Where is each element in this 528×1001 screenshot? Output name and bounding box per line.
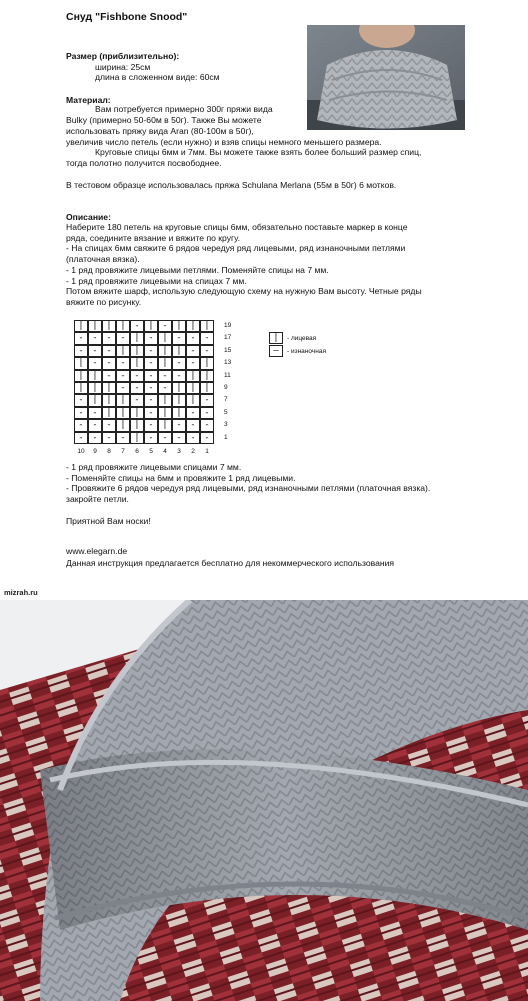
chart-cell: - — [158, 370, 172, 382]
chart-cell: | — [130, 345, 144, 357]
chart-cell: - — [88, 332, 102, 344]
chart-cell: - — [130, 394, 144, 406]
chart-cell: - — [172, 357, 186, 369]
chart-cell: - — [130, 320, 144, 332]
chart-row-label: 9 — [224, 384, 228, 391]
chart-cell: - — [186, 345, 200, 357]
description-line: - На спицах 6мм свяжите 6 рядов чередуя ряд лицевыми, ряд изнаночными петлями — [66, 243, 406, 253]
chart-cell: - — [186, 357, 200, 369]
legend-purl-label: - изнаночная — [287, 348, 326, 355]
chart-cell: | — [130, 407, 144, 419]
chart-row-label: 3 — [224, 421, 228, 429]
chart-cell: | — [88, 382, 102, 394]
chart-cell: | — [116, 407, 130, 419]
chart-cell: - — [102, 419, 116, 431]
chart-cell: | — [116, 419, 130, 431]
chart-cell: | — [144, 320, 158, 332]
chart-cell: - — [186, 407, 200, 419]
chart-cell: | — [102, 394, 116, 406]
chart-col-label: 6 — [135, 448, 139, 455]
chart-cell: | — [158, 407, 172, 419]
watermark: mizrah.ru — [4, 588, 38, 597]
chart-cell: | — [102, 382, 116, 394]
chart-cell: | — [116, 345, 130, 357]
chart-col-label: 9 — [93, 448, 97, 455]
chart-row-label: 5 — [224, 408, 228, 416]
chart-cell: | — [158, 345, 172, 357]
chart-cell: | — [186, 370, 200, 382]
description-line: Наберите 180 петель на круговые спицы 6мм, обязательно поставьте маркер в конце — [66, 222, 408, 232]
chart-cell: | — [88, 370, 102, 382]
chart-cell: - — [144, 370, 158, 382]
chart-cell: - — [102, 345, 116, 357]
chart-cell: | — [158, 394, 172, 406]
chart-cell: - — [172, 419, 186, 431]
chart-col-label: 3 — [177, 448, 181, 455]
chart-cell: | — [186, 320, 200, 332]
chart-cell: - — [158, 320, 172, 332]
chart-cell: | — [130, 432, 144, 444]
legend-purl-symbol: — — [269, 345, 283, 357]
description-line: - 1 ряд провяжите лицевыми петлями. Поменяйте спицы на 7 мм. — [66, 265, 329, 275]
finishing-line: - 1 ряд провяжите лицевыми спицами 7 мм. — [66, 462, 242, 472]
chart-cell: - — [144, 432, 158, 444]
chart-cell: - — [144, 332, 158, 344]
chart-cell: - — [200, 407, 214, 419]
chart-col-label: 4 — [163, 448, 167, 455]
scarf-photo-illustration — [0, 600, 528, 1001]
scarf-photo — [0, 600, 528, 1001]
chart-col-label: 2 — [191, 448, 195, 455]
chart-cell: | — [102, 320, 116, 332]
chart-row-label: 11 — [224, 371, 231, 379]
material-line: Вам потребуется примерно 300г пряжи вида — [95, 104, 273, 114]
chart-cell: - — [130, 370, 144, 382]
chart-cell: - — [200, 432, 214, 444]
chart-cell: | — [158, 357, 172, 369]
material-line: использовать пряжу вида Aran (80-100м в 50г), — [66, 126, 254, 136]
chart-cell: | — [200, 320, 214, 332]
chart-cell: | — [172, 394, 186, 406]
chart-cell: - — [144, 407, 158, 419]
chart-cell: - — [74, 394, 88, 406]
model-photo — [307, 25, 465, 130]
legend-knit-label: - лицевая — [287, 335, 317, 342]
chart-cell: | — [172, 345, 186, 357]
chart-cell: | — [74, 370, 88, 382]
chart-row-label: 7 — [224, 396, 228, 404]
license-note: Данная инструкция предлагается бесплатно для некоммерческого использования — [66, 558, 395, 568]
chart-cell: - — [144, 394, 158, 406]
chart-row-label: 1 — [224, 433, 228, 441]
chart-cell: - — [88, 357, 102, 369]
chart-cell: | — [172, 407, 186, 419]
chart-cell: - — [144, 382, 158, 394]
description-line: вяжите по рисунку. — [66, 297, 142, 307]
chart-cell: | — [200, 370, 214, 382]
document-title: Снуд "Fishbone Snood" — [66, 11, 188, 23]
finishing-line: закройте петли. — [66, 494, 129, 504]
chart-cell: - — [116, 332, 130, 344]
chart-cell: - — [88, 407, 102, 419]
description-heading: Описание: — [66, 212, 111, 222]
material-line: увеличив число петель (если нужно) и взяв спицы немного меньшего размера. — [66, 137, 382, 147]
chart-cell: - — [172, 432, 186, 444]
chart-cell: | — [130, 332, 144, 344]
chart-cell: | — [116, 320, 130, 332]
chart-cell: - — [74, 345, 88, 357]
chart-cell: - — [200, 394, 214, 406]
chart-col-label: 1 — [205, 448, 209, 455]
sample-yarn-line: В тестовом образце использовалась пряжа Schulana Merlana (55м в 50г) 6 мотков. — [66, 180, 397, 190]
chart-cell: | — [172, 320, 186, 332]
chart-cell: | — [158, 332, 172, 344]
chart-cell: - — [102, 357, 116, 369]
chart-cell: | — [74, 320, 88, 332]
description-line: - 1 ряд провяжите лицевыми на спицах 7 мм. — [66, 276, 247, 286]
chart-cell: - — [200, 332, 214, 344]
chart-cell: - — [116, 432, 130, 444]
chart-cell: - — [88, 432, 102, 444]
chart-cell: - — [88, 345, 102, 357]
chart-cell: - — [116, 357, 130, 369]
chart-cell: | — [74, 357, 88, 369]
chart-col-label: 8 — [107, 448, 111, 455]
chart-col-label: 7 — [121, 448, 125, 455]
chart-cell: | — [88, 394, 102, 406]
size-length: длина в сложенном виде: 60см — [95, 72, 220, 82]
size-width: ширина: 25см — [95, 62, 151, 72]
chart-cell: - — [144, 357, 158, 369]
chart-cell: - — [186, 432, 200, 444]
material-line: Круговые спицы 6мм и 7мм. Вы можете также взять более больший размер спиц, — [95, 147, 422, 157]
chart-cell: - — [172, 332, 186, 344]
chart-cell: - — [144, 345, 158, 357]
chart-cell: | — [158, 419, 172, 431]
chart-col-label: 5 — [149, 448, 153, 455]
description-line: ряда, соедините вязание и вяжите по кругу. — [66, 233, 240, 243]
closing-text: Приятной Вам носки! — [66, 516, 151, 526]
chart-row-label: 17 — [224, 334, 232, 342]
chart-cell: - — [158, 432, 172, 444]
finishing-line: - Провяжите 6 рядов чередуя ряд лицевыми, ряд изнаночными петлями (платочная вязка). — [66, 483, 431, 493]
chart-cell: - — [186, 332, 200, 344]
chart-row-label: 15 — [224, 346, 232, 354]
model-photo-illustration — [307, 25, 465, 130]
chart-cell: | — [186, 382, 200, 394]
chart-cell: | — [74, 382, 88, 394]
finishing-line: - Поменяйте спицы на 6мм и провяжите 1 ряд лицевыми. — [66, 473, 296, 483]
chart-cell: - — [200, 419, 214, 431]
chart-cell: - — [74, 432, 88, 444]
chart-cell: - — [172, 370, 186, 382]
chart-cell: | — [200, 382, 214, 394]
chart-row-label: 19 — [224, 322, 232, 329]
chart-cell: - — [116, 370, 130, 382]
chart-cell: - — [130, 382, 144, 394]
website-link[interactable]: www.elegarn.de — [66, 546, 128, 556]
chart-cell: | — [102, 407, 116, 419]
chart-cell: - — [200, 345, 214, 357]
chart-cell: | — [130, 419, 144, 431]
chart-cell: - — [102, 332, 116, 344]
chart-col-label: 10 — [77, 448, 85, 455]
chart-cell: | — [116, 394, 130, 406]
chart-cell: - — [102, 370, 116, 382]
description-line: (платочная вязка). — [66, 254, 140, 264]
material-line: тогда полотно получится посвободнее. — [66, 158, 222, 168]
chart-cell: | — [130, 357, 144, 369]
chart-cell: - — [102, 432, 116, 444]
chart-cell: - — [186, 419, 200, 431]
chart-cell: - — [144, 419, 158, 431]
chart-row-label: 13 — [224, 359, 232, 367]
chart-cell: - — [74, 332, 88, 344]
chart-cell: - — [158, 382, 172, 394]
chart-cell: | — [186, 394, 200, 406]
size-heading: Размер (приблизительно): — [66, 51, 180, 61]
description-line: Потом вяжите шарф, использую следующую схему на нужную Вам высоту. Четные ряды — [66, 286, 422, 296]
material-heading: Материал: — [66, 95, 111, 105]
chart-cell: | — [172, 382, 186, 394]
chart-cell: - — [88, 419, 102, 431]
chart-cell: - — [116, 382, 130, 394]
chart-cell: | — [88, 320, 102, 332]
chart-cell: - — [74, 407, 88, 419]
material-line: Bulky (примерно 50-60м в 50г). Также Вы можете — [66, 115, 262, 125]
legend-knit-symbol: | — [269, 332, 283, 344]
chart-cell: - — [74, 419, 88, 431]
chart-cell: | — [200, 357, 214, 369]
